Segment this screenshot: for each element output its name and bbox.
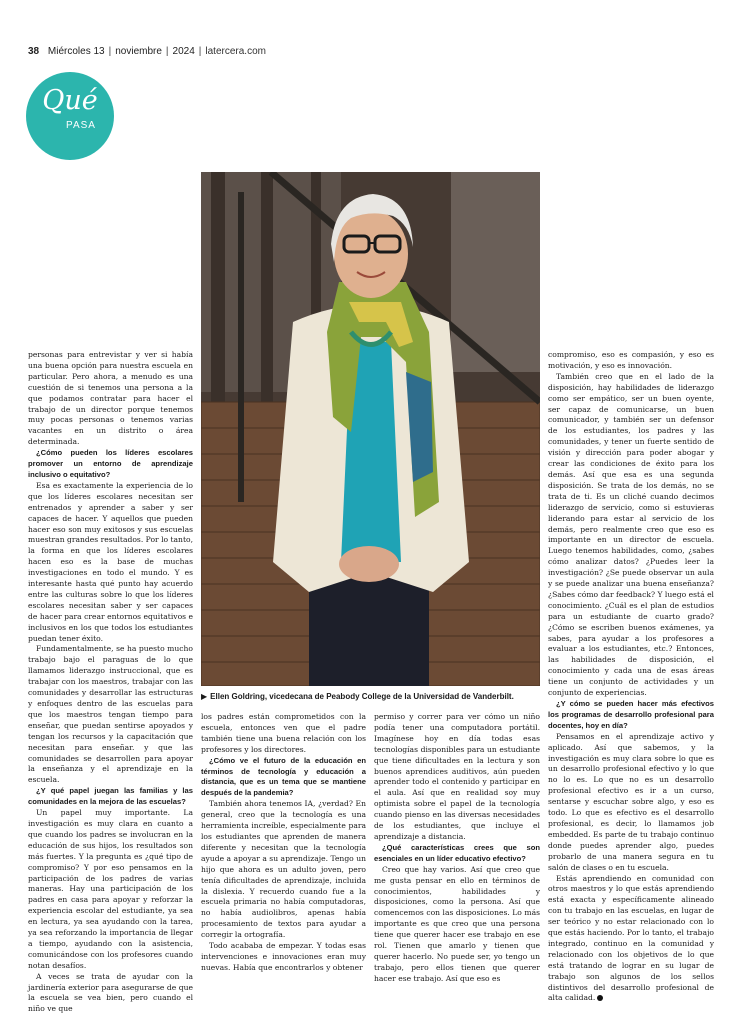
end-of-article-icon — [597, 995, 603, 1001]
page-header: 38 Miércoles 13 | noviembre | 2024 | latercera.com — [28, 46, 266, 57]
article-column-4 — [548, 350, 714, 1003]
paragraph: Fundamentalmente, se ha puesto mucho trabajo bajo el paraguas de lo que llamamos liderazgo instruccional, que es trabajar con los maestros, trabajar con las comunidades y desarrollar las estructuras y enfoques dentro de las escuelas para que los maestros tengan tiempo para enseñar, que puedan sentirse apoyados y tengan los recursos y la capacitación que necesitan para enseñar. y que las comunidades se desarrollen para apoyar la enseñanza y el aprendizaje en la escuela. — [28, 644, 193, 785]
portrait-illustration — [201, 172, 540, 686]
paragraph: Todo acababa de empezar. Y todas esas intervenciones e innovaciones eran muy nuevas. Había que encontrarlos y obtener — [201, 941, 366, 972]
paragraph: Creo que hay varios. Así que creo que me gusta pensar en ello en términos de conocimientos, habilidades y disposiciones, como la persona. Así que comencemos con las disposiciones. Lo más importante es que creo que una persona tiene que querer hacer ese trabajo en ese rol. Tienen que amarlo y tienen que querer hacerlo. No puede ser, yo tengo un trabajo, pero ellos tienen que querer hacer ese trabajo. Así que eso es — [374, 864, 540, 983]
header-date: Miércoles 13 — [47, 46, 105, 57]
header-year: 2024 — [172, 46, 195, 57]
paragraph: Un papel muy importante. La investigación es muy clara en cuanto a que cuando los padres se involucran en la educación de sus hijos, los resultados son más fuertes. Y la pregunta es ¿qué tipo de compromiso? Y por eso pensamos en la participación de los padres de varias maneras. Hay una participación de los padres en casa para apoyar y reforzar la experiencia escolar del estudiante, ya sea en lectura, ya sea ayudando con la tarea, ya sea reforzando la importancia de llegar a tiempo, ayudando con la asistencia, comunicándose con los profesores cuando notan desafíos. — [28, 808, 193, 970]
logo-pasa: PASA — [66, 120, 96, 131]
photo-caption — [201, 691, 541, 703]
portrait-photo — [201, 172, 540, 686]
article-column-3 — [374, 712, 540, 983]
interview-question: ¿Qué características crees que son esenciales en un líder educativo efectivo? — [374, 842, 540, 863]
header-month: noviembre — [115, 46, 162, 57]
interview-question: ¿Y qué papel juegan las familias y las comunidades en la mejora de las escuelas? — [28, 786, 193, 807]
paragraph — [548, 874, 714, 1005]
interview-question: ¿Cómo pueden los líderes escolares promover un entorno de aprendizaje inclusivo o equitativo? — [28, 448, 193, 479]
que-pasa-logo — [26, 72, 114, 160]
paragraph: los padres están comprometidos con la escuela, entonces ven que el padre también tiene una buena relación con los profesores y los directores. — [201, 712, 366, 754]
header-site-link[interactable]: latercera.com — [205, 46, 266, 57]
page-number: 38 — [28, 46, 40, 57]
paragraph: Pensamos en el aprendizaje activo y aplicado. Así que sabemos, y la investigación es muy clara sobre lo que es un desarrollo profesional efectivo y lo que no lo es. Lo que no es un desarrollo profesional efectivo es ir a un curso, sentarse y escuchar sobre algo, y eso es todo. Lo que es efectivo es el desarrollo profesional, es decir, lo llamamos job embedded. Es parte de tu trabajo continuo donde puedes aprender algo, puedes probarlo de una manera segura en tu salón de clases o en tu escuela. — [548, 731, 714, 872]
article-column-2 — [201, 712, 366, 978]
paragraph-text: Estás aprendiendo en comunidad con otros maestros y lo que estás aprendiendo está exacta y específicamente alineado con tu trabajo en las escuelas, en lugar de ser teórico y no estar relacionado con lo que estás haciendo. Por lo tanto, el trabajo integrado, continuo en la comunidad y relacionado con los objetivos de lo que está tratando de lograr en su lugar de trabajo son algunos de los sellos distintivos del desarrollo profesional de alta calidad. — [548, 873, 714, 1003]
paragraph: personas para entrevistar y ver si había una buena opción para nuestra escuela en particular. Pero ahora, a menudo es una cuestión de si tenemos una persona a la que podamos contratar para hacer el trabajo de un director porque tenemos muy pocas personas o tenemos varias vacantes en un distrito o área determinada. — [28, 350, 193, 447]
article-column-1 — [28, 350, 193, 1014]
paragraph: También ahora tenemos IA, ¿verdad? En general, creo que la tecnología es una herramienta increíble, especialmente para los estudiantes que aprenden de manera diferente y necesitan que la tecnología ayude a apoyar a su aprendizaje. Tengo un hijo que ahora es un adulto joven, pero tenía dificultades de aprendizaje, incluida la dislexia. Y recuerdo cuando fue a la escuela primaria no había computadoras, no había audiolibros, apenas había procesamiento de textos para ayudar a corregir la ortografía. — [201, 799, 366, 940]
caption-arrow-icon: ▶ — [201, 692, 208, 701]
interview-question: ¿Y cómo se pueden hacer más efectivos los programas de desarrollo profesional para docentes, hoy en día? — [548, 699, 714, 730]
interview-question: ¿Cómo ve el futuro de la educación en términos de tecnología y educación a distancia, que es un tema que se mantiene después de la pandemia? — [201, 755, 366, 798]
paragraph: Esa es exactamente la experiencia de lo que los líderes escolares necesitan ser entrenados y aprender a saber y ser capaces de hacer. Y aquellos que pueden hacer eso son muy exitosos y sus escuelas muestran grandes resultados. Por lo tanto, la forma en que los líderes escolares hacen eso es la base de muchas investigaciones en todo el mundo. Y es interesante hasta qué punto hay acuerdo entre las culturas sobre lo que los líderes escolares necesitan saber y ser capaces de hacer para crear entornos equitativos e inclusivos en los que todos los estudiantes puedan tener éxito. — [28, 480, 193, 643]
caption-text: Ellen Goldring, vicedecana de Peabody College de la Universidad de Vanderbilt. — [210, 692, 514, 701]
paragraph: También creo que en el lado de la disposición, hay habilidades de liderazgo como ser empático, ser un buen oyente, ser capaz de comunicarse, un buen comunicador, y también ser un defensor de los estudiantes, los padres y las comunidades, y tener un fuerte sentido de visión y dirección para poder abogar y crear las condiciones de éxito para los demás. Así que esa es una segunda disposición. Se trata de los demás, no se trata de ti. Es un cliché cuando decimos liderazgo de servicio, como si estuvieras liderando para estar al servicio de los demás, pero realmente creo que eso es importante en un director de escuela. Luego tenemos habilidades, como, ¿sabes cómo analizar datos? ¿Puedes leer la investigación? ¿Se puede observar un aula y se puede analizar una buena enseñanza? ¿Sabes cómo dar feedback? Y luego está el conocimiento. ¿Cuál es el plan de estudios para un estudiante de cuarto grado? ¿Cómo se escriben buenos exámenes, ya sabes, para ayudar a los profesores a evaluar a los estudiantes, etc.? Entonces, las habilidades de disposición, el conocimiento y cada una de esas áreas tiene un conjunto de actividades y un conjunto de experiencias. — [548, 371, 714, 698]
paragraph: compromiso, eso es compasión, y eso es motivación, y eso es innovación. — [548, 350, 714, 370]
logo-que: Qué — [42, 85, 98, 116]
paragraph: permiso y correr para ver cómo un niño podía tener una computadora portátil. Imagínese hoy en día todas esas tecnologías disponibles para un estudiante que tiene dificultades en la lectura y son buenos aprendices auditivos, aún pueden aprender todo el contenido y participar en el aula. Así que en realidad soy muy optimista sobre el papel de la tecnología cuando pienso en las diversas necesidades de los estudiantes, que incluye el aprendizaje a distancia. — [374, 712, 540, 841]
paragraph: A veces se trata de ayudar con la jardinería exterior para asegurarse de que la escuela se vea bien, pero cuando el niño ve que — [28, 971, 193, 1014]
